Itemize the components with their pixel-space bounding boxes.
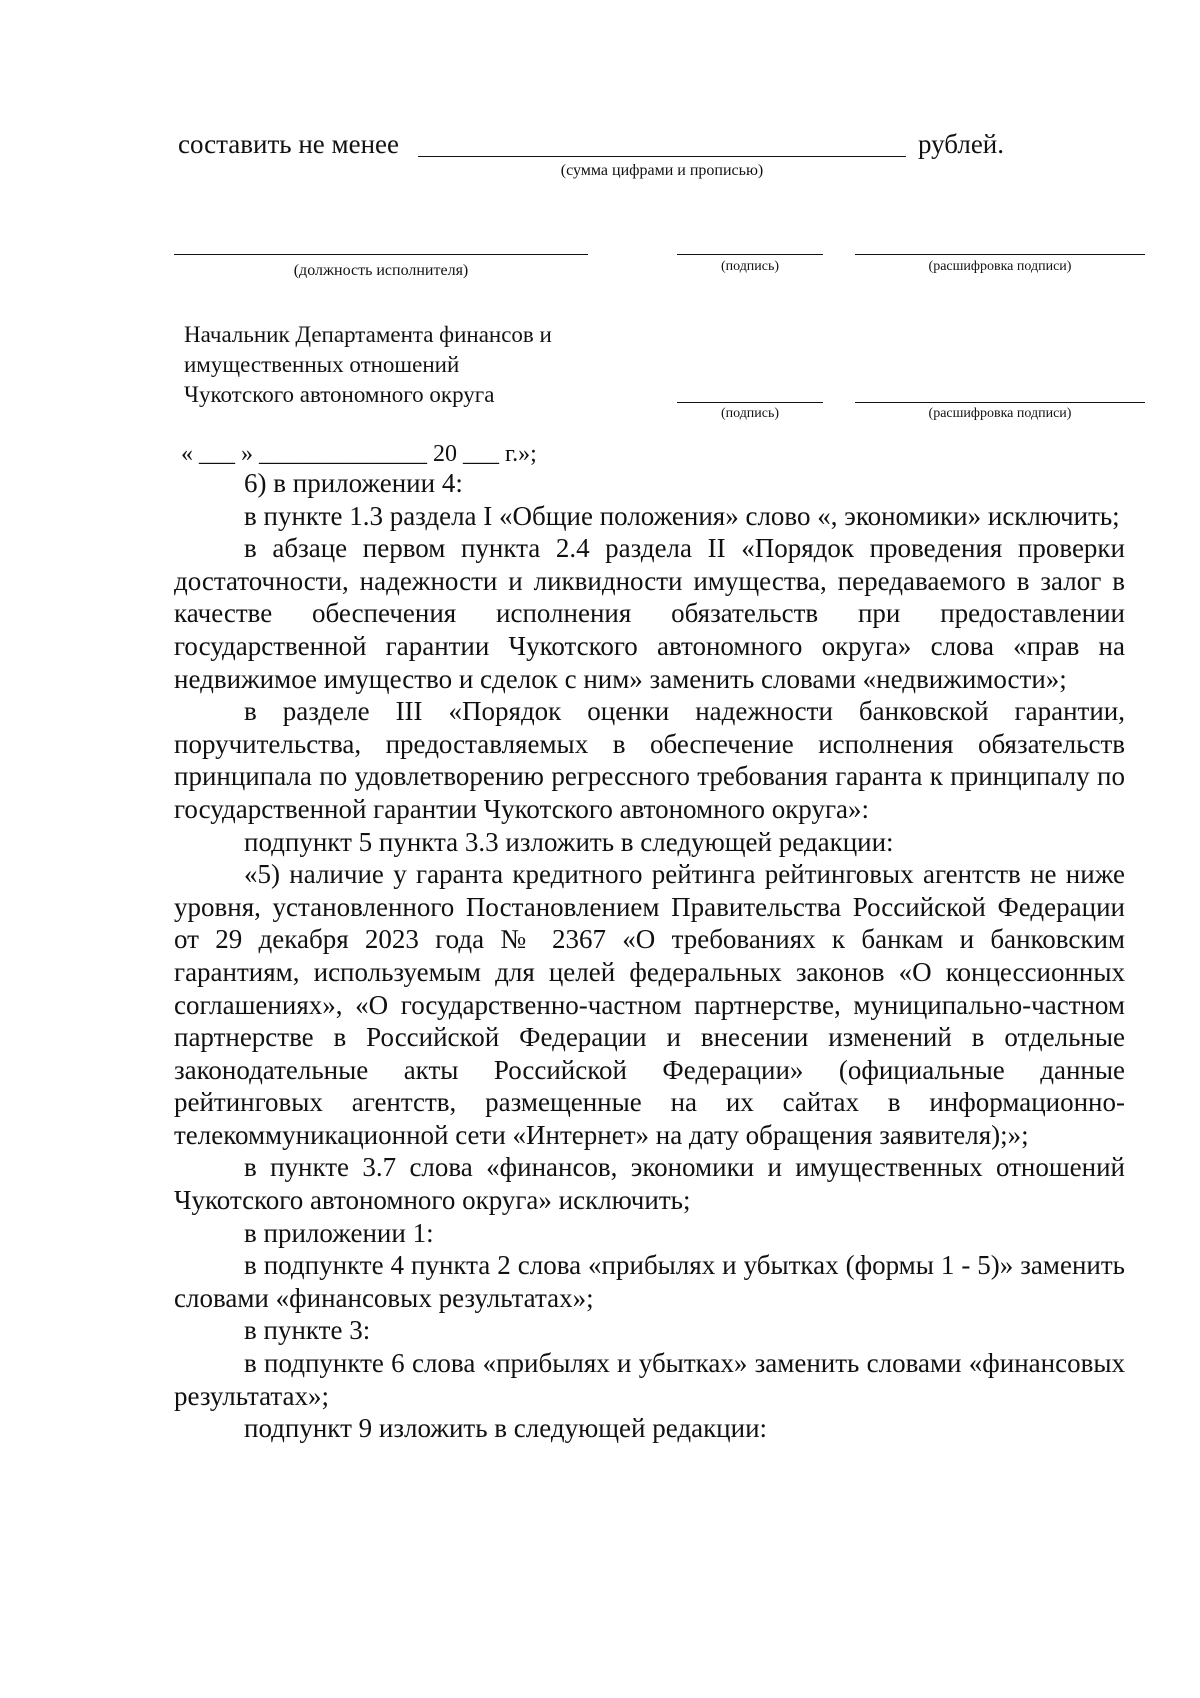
official-title-line: имущественных отношений [184,352,460,377]
paragraph: подпункт 9 изложить в следующей редакции: [244,1413,768,1444]
paragraph: в разделе III «Порядок оценки надежности банковской гарантии, поручительства, предоставляемых в обеспечение исполнения обязательств принципала по удовлетворению регрессного требования гаранта к принципалу по государственной гарантии Чукотского автономного округа»: [174,696,1125,824]
position-blank-line [174,254,588,255]
date-line: « ___ » ______________ 20 ___ г.»; [181,441,537,467]
position-caption: (должность исполнителя) [293,262,469,279]
paragraph: в пункте 1.3 раздела I «Общие положения» слово «, экономики» исключить; [244,500,1120,531]
official-decode-caption: (расшифровка подписи) [928,406,1072,421]
paragraph: в абзаце первом пункта 2.4 раздела II «Порядок проведения проверки достаточности, надежности и ликвидности имущества, передаваемого в залог в качестве обеспечения исполнения обязательств при предоставлении государственной гарантии Чукотского автономного округа» слова «прав на недвижимое имущество и сделок с ним» заменить словами «недвижимости»; [174,533,1125,694]
official-sign-line [677,402,823,403]
official-sign-caption: (подпись) [720,406,780,421]
paragraph: подпункт 5 пункта 3.3 изложить в следующей редакции: [244,826,894,857]
sum-prefix: составить не менее [178,129,399,159]
sum-blank-line [418,156,906,157]
paragraph: в пункте 3: [244,1315,371,1346]
official-title-line: Начальник Департамента финансов и [184,322,552,347]
paragraph: «5) наличие у гаранта кредитного рейтинга рейтинговых агентств не ниже уровня, установленного Постановлением Правительства Российской Федерации от 29 декабря 2023 года № 2367 «О требованиях к банкам и банковским гарантиям, используемым для целей федеральных законов «О концессионных соглашениях», «О государственно-частном партнерстве, муниципально-частном партнерстве в Российской Федерации и внесении изменений в отдельные законодательные акты Российской Федерации» (официальные данные рейтинговых агентств, размещенные на их сайтах в информационно-телекоммуникационной сети «Интернет» на дату обращения заявителя);»; [174,859,1125,1150]
paragraph: 6) в приложении 4: [244,468,463,498]
paragraph: в приложении 1: [244,1217,434,1248]
paragraph: в подпункте 4 пункта 2 слова «прибылях и убытках (формы 1 - 5)» заменить словами «финансовых результатах»; [174,1250,1125,1313]
official-title-line: Чукотского автономного округа [184,382,495,407]
paragraph: в подпункте 6 слова «прибылях и убытках» заменить словами «финансовых результатах»; [174,1348,1125,1411]
decode-blank-line [855,254,1145,255]
decode-caption: (расшифровка подписи) [928,259,1072,274]
body-text [174,467,1125,1445]
sign-blank-line [677,254,823,255]
sum-suffix: рублей. [918,129,1005,159]
sum-caption: (сумма цифрами и прописью) [560,162,764,179]
official-decode-line [855,402,1145,403]
official-title [184,320,552,410]
paragraph: в пункте 3.7 слова «финансов, экономики и имущественных отношений Чукотского автономного округа» исключить; [174,1152,1125,1216]
sign-caption: (подпись) [720,259,780,274]
